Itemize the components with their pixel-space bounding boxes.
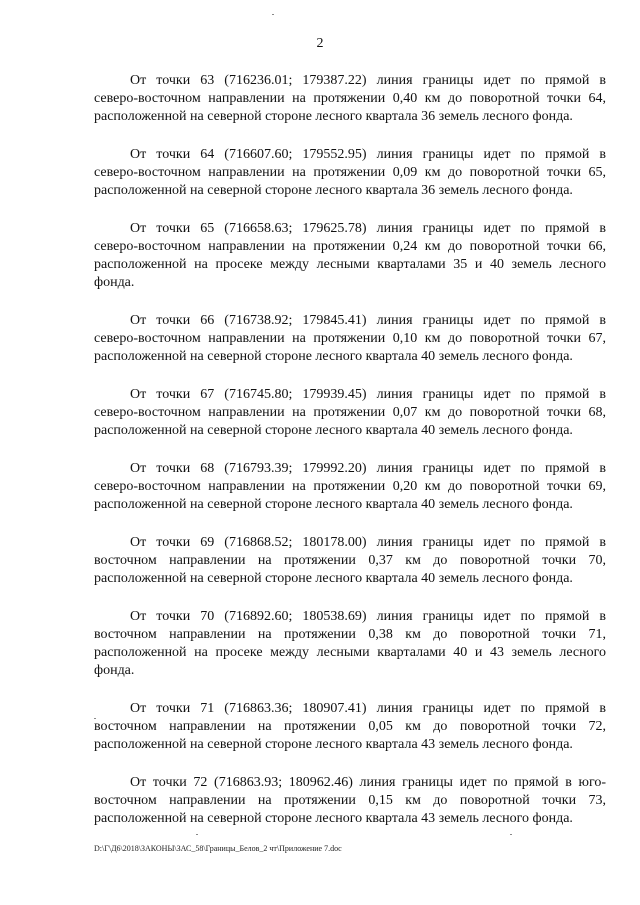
scan-speck bbox=[196, 834, 198, 835]
paragraph-line: расположенной на северной стороне лесного квартала 36 земель лесного фонда. bbox=[94, 109, 573, 124]
paragraph-line: расположенной на северной стороне лесного квартала 40 земель лесного фонда. bbox=[94, 571, 573, 586]
paragraph bbox=[94, 146, 606, 200]
paragraph-line: расположенной на северной стороне лесного квартала 43 земель лесного фонда. bbox=[94, 811, 573, 826]
paragraph-line: северо-восточном направлении на протяжении 0,20 км до поворотной точки 69, bbox=[94, 479, 606, 494]
paragraph-line: От точки 68 (716793.39; 179992.20) линия границы идет по прямой в bbox=[130, 461, 606, 476]
paragraph-line: От точки 66 (716738.92; 179845.41) линия границы идет по прямой в bbox=[130, 313, 606, 328]
paragraph-line: От точки 69 (716868.52; 180178.00) линия границы идет по прямой в bbox=[130, 535, 606, 550]
paragraph-line: От точки 67 (716745.80; 179939.45) линия границы идет по прямой в bbox=[130, 387, 606, 402]
paragraph-line: расположенной на северной стороне лесного квартала 40 земель лесного фонда. bbox=[94, 497, 573, 512]
paragraph-line: расположенной на северной стороне лесного квартала 36 земель лесного фонда. bbox=[94, 183, 573, 198]
paragraph-line: восточном направлении на протяжении 0,37 км до поворотной точки 70, bbox=[94, 553, 606, 568]
paragraph-line: расположенной на северной стороне лесного квартала 40 земель лесного фонда. bbox=[94, 423, 573, 438]
scan-speck bbox=[272, 14, 274, 15]
footer-file-path: D:\Г\Д6\2018\ЗАКОНЫ\ЗАС_58\Границы_Белов_2 чт\Приложение 7.doc bbox=[94, 844, 342, 853]
paragraph-line: От точки 65 (716658.63; 179625.78) линия границы идет по прямой в bbox=[130, 221, 606, 236]
page-number: 2 bbox=[316, 36, 324, 51]
paragraph-line: От точки 71 (716863.36; 180907.41) линия границы идет по прямой в bbox=[130, 701, 606, 716]
paragraph-line: расположенной на просеке между лесными кварталами 35 и 40 земель лесного bbox=[94, 257, 606, 272]
paragraph-line: фонда. bbox=[94, 275, 135, 290]
paragraph bbox=[94, 774, 606, 828]
paragraph bbox=[94, 72, 606, 126]
paragraph bbox=[94, 534, 606, 588]
paragraph-line: фонда. bbox=[94, 663, 135, 678]
paragraph-line: От точки 70 (716892.60; 180538.69) линия границы идет по прямой в bbox=[130, 609, 606, 624]
paragraph-line: северо-восточном направлении на протяжении 0,24 км до поворотной точки 66, bbox=[94, 239, 606, 254]
paragraph-line: От точки 72 (716863.93; 180962.46) линия границы идет по прямой в юго- bbox=[130, 775, 606, 790]
scan-speck bbox=[510, 834, 512, 835]
paragraph-line: расположенной на просеке между лесными кварталами 40 и 43 земель лесного bbox=[94, 645, 606, 660]
paragraph-line: северо-восточном направлении на протяжении 0,10 км до поворотной точки 67, bbox=[94, 331, 606, 346]
paragraph-line: расположенной на северной стороне лесного квартала 43 земель лесного фонда. bbox=[94, 737, 573, 752]
paragraph-line: расположенной на северной стороне лесного квартала 40 земель лесного фонда. bbox=[94, 349, 573, 364]
paragraph bbox=[94, 460, 606, 514]
paragraph-line: От точки 64 (716607.60; 179552.95) линия границы идет по прямой в bbox=[130, 147, 606, 162]
paragraph-line: северо-восточном направлении на протяжении 0,09 км до поворотной точки 65, bbox=[94, 165, 606, 180]
paragraph bbox=[94, 700, 606, 754]
paragraph-line: восточном направлении на протяжении 0,15 км до поворотной точки 73, bbox=[94, 793, 606, 808]
document-body bbox=[94, 72, 606, 848]
paragraph bbox=[94, 608, 606, 680]
paragraph-line: северо-восточном направлении на протяжении 0,40 км до поворотной точки 64, bbox=[94, 91, 606, 106]
paragraph bbox=[94, 220, 606, 292]
paragraph-line: восточном направлении на протяжении 0,05 км до поворотной точки 72, bbox=[94, 719, 606, 734]
paragraph bbox=[94, 312, 606, 366]
paragraph-line: восточном направлении на протяжении 0,38 км до поворотной точки 71, bbox=[94, 627, 606, 642]
paragraph-line: От точки 63 (716236.01; 179387.22) линия границы идет по прямой в bbox=[130, 73, 606, 88]
scan-speck bbox=[94, 718, 96, 719]
paragraph bbox=[94, 386, 606, 440]
paragraph-line: северо-восточном направлении на протяжении 0,07 км до поворотной точки 68, bbox=[94, 405, 606, 420]
